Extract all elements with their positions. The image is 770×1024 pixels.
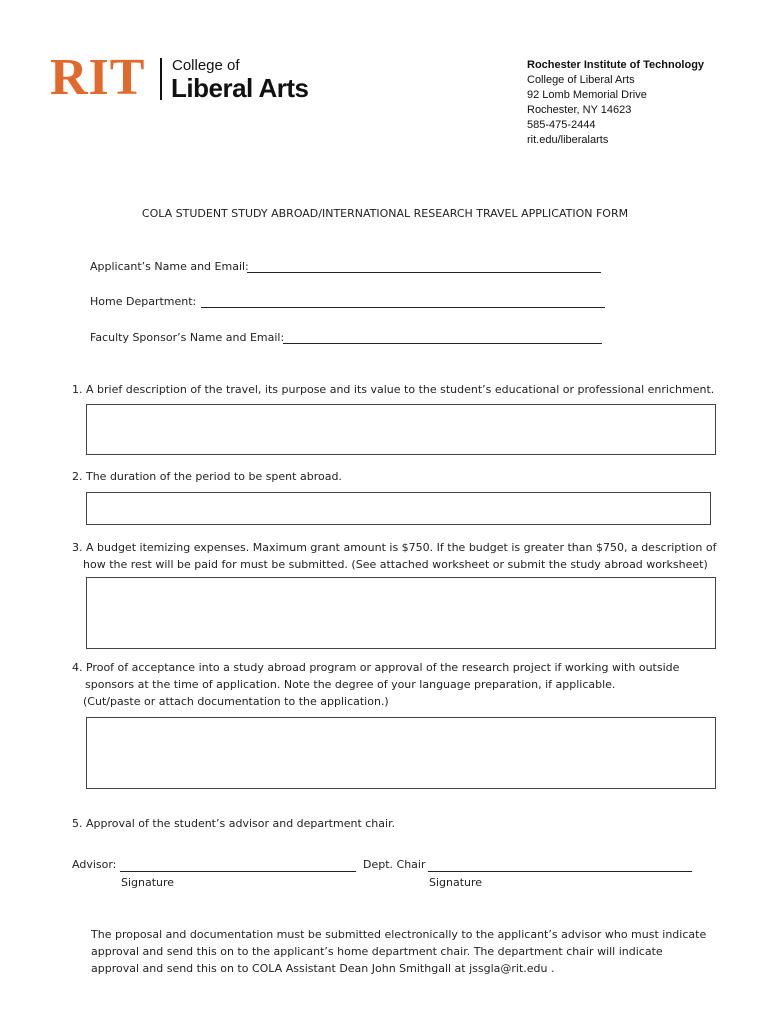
question-4: [72, 659, 722, 710]
address-web: rit.edu/liberalarts: [527, 134, 609, 146]
sponsor-label: Faculty Sponsor’s Name and Email:: [90, 331, 285, 344]
question-3-line-1: 3. A budget itemizing expenses. Maximum grant amount is $750. If the budget is greater than $750, a description of: [72, 541, 717, 554]
form-title: COLA STUDENT STUDY ABROAD/INTERNATIONAL RESEARCH TRAVEL APPLICATION FORM: [141, 207, 629, 220]
answer-box-2[interactable]: [86, 492, 711, 525]
sponsor-field[interactable]: [283, 343, 602, 344]
advisor-label: Advisor:: [72, 858, 117, 871]
logo-liberal-arts: Liberal Arts: [171, 73, 309, 103]
applicant-label: Applicant’s Name and Email:: [90, 260, 249, 273]
footer-line-1: The proposal and documentation must be submitted electronically to the applicant’s advisor who must indicate: [91, 928, 707, 941]
question-1: 1. A brief description of the travel, its purpose and its value to the student’s educational or professional enrichment.: [72, 383, 715, 396]
chair-label: Dept. Chair: [363, 858, 426, 871]
chair-signature-caption: Signature: [429, 876, 483, 889]
answer-box-1[interactable]: [86, 404, 716, 455]
question-5: 5. Approval of the student’s advisor and department chair.: [72, 817, 396, 830]
advisor-signature-line[interactable]: [120, 871, 356, 872]
question-4-line-3: (Cut/paste or attach documentation to the application.): [83, 695, 389, 708]
department-label: Home Department:: [90, 295, 197, 308]
department-field[interactable]: [201, 307, 605, 308]
address-block: [527, 58, 704, 148]
question-4-line-2: sponsors at the time of application. Note the degree of your language preparation, if applicable.: [85, 678, 616, 691]
answer-box-4[interactable]: [86, 717, 716, 789]
footer-line-3: approval and send this on to COLA Assistant Dean John Smithgall at jssgla@rit.edu .: [91, 962, 555, 975]
address-phone: 585-475-2444: [527, 119, 596, 131]
question-3-line-2: how the rest will be paid for must be submitted. (See attached worksheet or submit the study abroad worksheet): [83, 558, 708, 571]
logo-college-of: College of: [172, 57, 240, 74]
logo-divider: [160, 58, 162, 100]
applicant-field[interactable]: [247, 272, 601, 273]
question-3: [72, 539, 722, 573]
question-2: 2. The duration of the period to be spent abroad.: [72, 470, 342, 483]
address-dept: College of Liberal Arts: [527, 74, 635, 86]
address-city: Rochester, NY 14623: [527, 104, 632, 116]
footer-instructions: [91, 926, 731, 977]
rit-logo-wordmark: RIT: [50, 49, 146, 106]
advisor-signature-caption: Signature: [121, 876, 175, 889]
address-org: Rochester Institute of Technology: [527, 59, 705, 71]
question-4-line-1: 4. Proof of acceptance into a study abroad program or approval of the research project if working with outside: [72, 661, 680, 674]
chair-signature-line[interactable]: [428, 871, 692, 872]
answer-box-3[interactable]: [86, 577, 716, 649]
address-street: 92 Lomb Memorial Drive: [527, 89, 647, 101]
footer-line-2: approval and send this on to the applicant’s home department chair. The department chair will indicate: [91, 945, 663, 958]
